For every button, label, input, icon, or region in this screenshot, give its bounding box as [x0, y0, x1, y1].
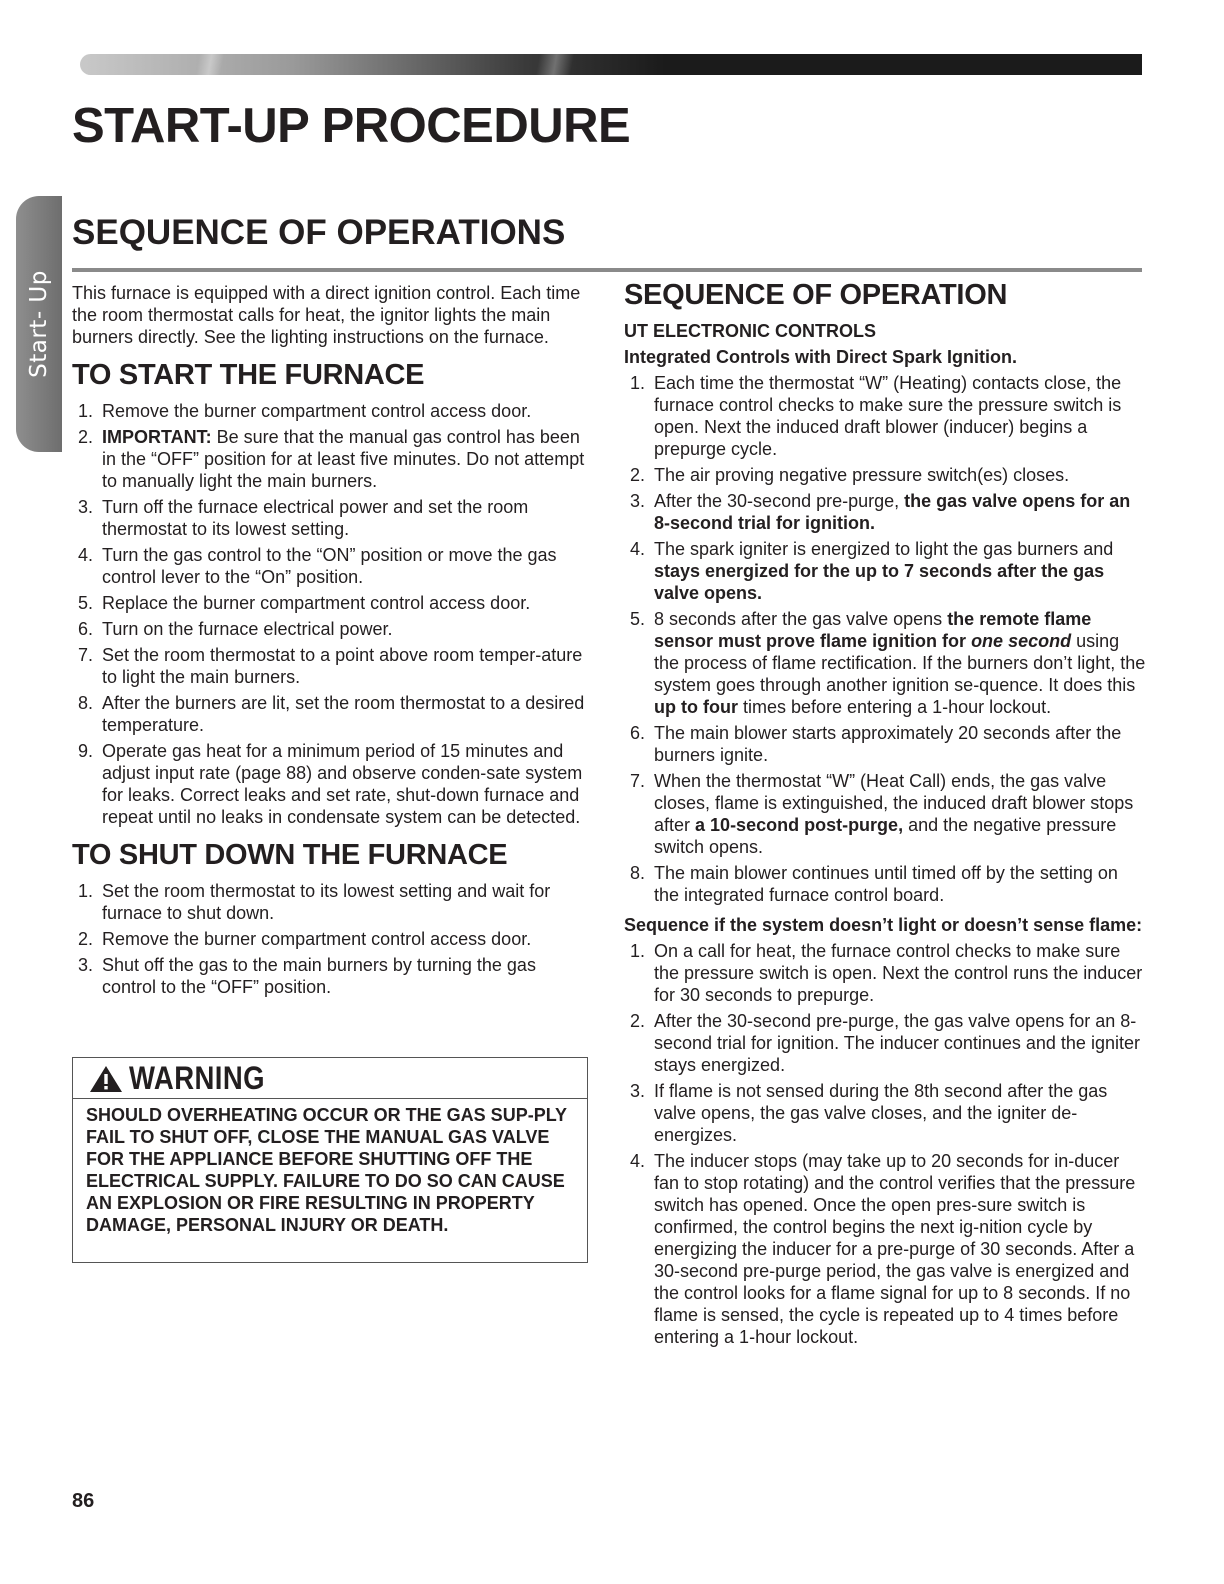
step-text: one second [971, 631, 1072, 651]
list-item [72, 928, 590, 950]
step-text: Set the room thermostat to a point above room temper-ature to light the main burners. [102, 645, 583, 687]
start-furnace-heading: TO START THE FURNACE [72, 359, 425, 391]
step-text: Replace the burner compartment control access door. [102, 593, 531, 613]
list-item [72, 644, 590, 688]
step-number: 3. [630, 491, 646, 511]
step-text: After the 30-second pre-purge, [654, 491, 905, 511]
step-text: Remove the burner compartment control access door. [102, 929, 532, 949]
step-number: 2. [630, 465, 646, 485]
step-number: 7. [630, 771, 646, 791]
step-text: The air proving negative pressure switch(es) closes. [654, 465, 1070, 485]
list-item [624, 372, 1146, 460]
step-text: and the negative pressure switch opens. [654, 815, 1117, 857]
ignition-subheading: Integrated Controls with Direct Spark Ignition. [624, 347, 1018, 367]
list-item [72, 544, 590, 588]
list-item [624, 1080, 1146, 1146]
list-item [624, 608, 1146, 718]
step-text: 8 seconds after the gas valve opens [654, 609, 948, 629]
shutdown-steps [72, 880, 590, 998]
step-number: 7. [78, 645, 94, 665]
step-text: times before entering a 1-hour lockout. [737, 697, 1052, 717]
side-tab [16, 196, 62, 452]
step-text: stays energized for the up to 7 seconds after the gas valve opens. [654, 561, 1105, 603]
step-number: 5. [78, 593, 94, 613]
warning-triangle-icon [89, 1065, 123, 1093]
step-number: 4. [630, 539, 646, 559]
list-item [624, 770, 1146, 858]
step-number: 2. [78, 427, 94, 447]
right-column [624, 278, 1146, 1352]
list-item [72, 400, 590, 422]
step-number: 6. [630, 723, 646, 743]
list-item [624, 538, 1146, 604]
step-number: 6. [78, 619, 94, 639]
step-text: Each time the thermostat “W” (Heating) contacts close, the furnace control checks to make sure the pressure switch is open. Next the induced draft blower (inducer) begins a prepurge cycle. [654, 373, 1122, 459]
step-text: The inducer stops (may take up to 20 seconds for in-ducer fan to stop rotating) and the control verifies that the pressure switch has opened. Once the open pres-sure switch is confirmed, the control begins the next ig-nition cycle by energizing the inducer for a pre-purge of 30 seconds. After a 30-second pre-purge period, the gas valve is energized and the control looks for a flame signal for up to 8 seconds. If no flame is sensed, the cycle is repeated up to 4 times before entering a 1-hour lockout. [654, 1151, 1136, 1347]
step-text: the gas valve opens for an 8-second trial for ignition. [654, 491, 1131, 533]
step-text: The main blower continues until timed off by the setting on the integrated furnace control board. [654, 863, 1118, 905]
step-text: Operate gas heat for a minimum period of 15 minutes and adjust input rate (page 88) and observe conden-sate system for leaks. Correct leaks and set rate, shut-down furnace and repeat until no leaks in condensate system can be detected. [102, 741, 583, 827]
step-text: After the 30-second pre-purge, the gas valve opens for an 8-second trial for ignition. The inducer continues and the igniter stays energized. [654, 1011, 1140, 1075]
list-item [624, 940, 1146, 1006]
section-divider [72, 268, 1142, 272]
sequence-heading: SEQUENCE OF OPERATION [624, 279, 1008, 311]
step-number: 4. [78, 545, 94, 565]
list-item [72, 618, 590, 640]
step-text: The spark igniter is energized to light the gas burners and [654, 539, 1114, 559]
list-item [624, 464, 1146, 486]
step-text: After the burners are lit, set the room thermostat to a desired temperature. [102, 693, 585, 735]
warning-header [73, 1058, 587, 1099]
list-item [624, 722, 1146, 766]
intro-paragraph: This furnace is equipped with a direct ignition control. Each time the room thermostat calls for heat, the ignitor lights the main burners directly. See the lighting instructions on the furnace. [72, 283, 581, 347]
step-text: Turn the gas control to the “ON” position or move the gas control lever to the “On” position. [102, 545, 557, 587]
step-text: Shut off the gas to the main burners by turning the gas control to the “OFF” position. [102, 955, 536, 997]
step-number: 2. [630, 1011, 646, 1031]
list-item [72, 592, 590, 614]
step-text: IMPORTANT: [102, 427, 212, 447]
list-item [72, 692, 590, 736]
page-number: 86 [72, 1490, 95, 1512]
step-number: 2. [78, 929, 94, 949]
list-item [624, 1010, 1146, 1076]
warning-box [72, 1057, 588, 1263]
warning-title: WARNING [129, 1060, 266, 1096]
step-number: 3. [630, 1081, 646, 1101]
section-title: SEQUENCE OF OPERATIONS [72, 213, 566, 252]
step-text: using the process of flame rectification. If the burners don’t light, the system goes through another ignition se-quence. It does this [654, 631, 1146, 695]
step-number: 9. [78, 741, 94, 761]
step-text: The main blower starts approximately 20 seconds after the burners ignite. [654, 723, 1122, 765]
sequence-steps [624, 372, 1146, 906]
step-number: 1. [78, 881, 94, 901]
step-text: Be sure that the manual gas control has been in the “OFF” position for at least five minutes. Do not attempt to manually light the main burners. [102, 427, 585, 491]
start-furnace-steps [72, 400, 590, 828]
list-item [72, 880, 590, 924]
left-column [72, 282, 590, 1002]
list-item [624, 1150, 1146, 1348]
step-text: Remove the burner compartment control access door. [102, 401, 532, 421]
step-text: up to four [654, 697, 738, 717]
list-item [72, 740, 590, 828]
step-text: Turn on the furnace electrical power. [102, 619, 393, 639]
page-title: START-UP PROCEDURE [72, 99, 631, 153]
list-item [624, 862, 1146, 906]
step-number: 3. [78, 955, 94, 975]
header-decorative-bar [80, 54, 1142, 75]
step-text: On a call for heat, the furnace control checks to make sure the pressure switch is open. Next the control runs the inducer for 30 seconds to prepurge. [654, 941, 1143, 1005]
step-text: When the thermostat “W” (Heat Call) ends, the gas valve closes, flame is extinguished, the induced draft blower stops after [654, 771, 1134, 835]
list-item [72, 954, 590, 998]
list-item [624, 490, 1146, 534]
step-text: Turn off the furnace electrical power and set the room thermostat to its lowest setting. [102, 497, 529, 539]
shutdown-heading: TO SHUT DOWN THE FURNACE [72, 839, 508, 871]
step-text: If flame is not sensed during the 8th second after the gas valve opens, the gas valve closes, and the igniter de-energizes. [654, 1081, 1108, 1145]
list-item [72, 496, 590, 540]
list-item [72, 426, 590, 492]
step-number: 4. [630, 1151, 646, 1171]
step-number: 8. [78, 693, 94, 713]
step-text: Set the room thermostat to its lowest setting and wait for furnace to shut down. [102, 881, 551, 923]
side-tab-label: Start- Up [26, 270, 52, 378]
step-text: the remote flame sensor must prove flame ignition for [654, 609, 1092, 651]
controls-subheading: UT ELECTRONIC CONTROLS [624, 321, 876, 341]
failure-sequence-steps [624, 940, 1146, 1348]
warning-text: SHOULD OVERHEATING OCCUR OR THE GAS SUP-PLY FAIL TO SHUT OFF, CLOSE THE MANUAL GAS VALVE FOR THE APPLIANCE BEFORE SHUTTING OFF THE ELECTRICAL SUPPLY. FAILURE TO DO SO CAN CAUSE AN EXPLOSION OR FIRE RESULTING IN PROPERTY DAMAGE, PERSONAL INJURY OR DEATH. [86, 1105, 567, 1235]
step-number: 5. [630, 609, 646, 629]
step-number: 3. [78, 497, 94, 517]
step-text: a 10-second post-purge, [695, 815, 904, 835]
failure-sequence-heading: Sequence if the system doesn’t light or doesn’t sense flame: [624, 915, 1143, 935]
step-number: 8. [630, 863, 646, 883]
step-number: 1. [630, 373, 646, 393]
step-number: 1. [630, 941, 646, 961]
step-number: 1. [78, 401, 94, 421]
